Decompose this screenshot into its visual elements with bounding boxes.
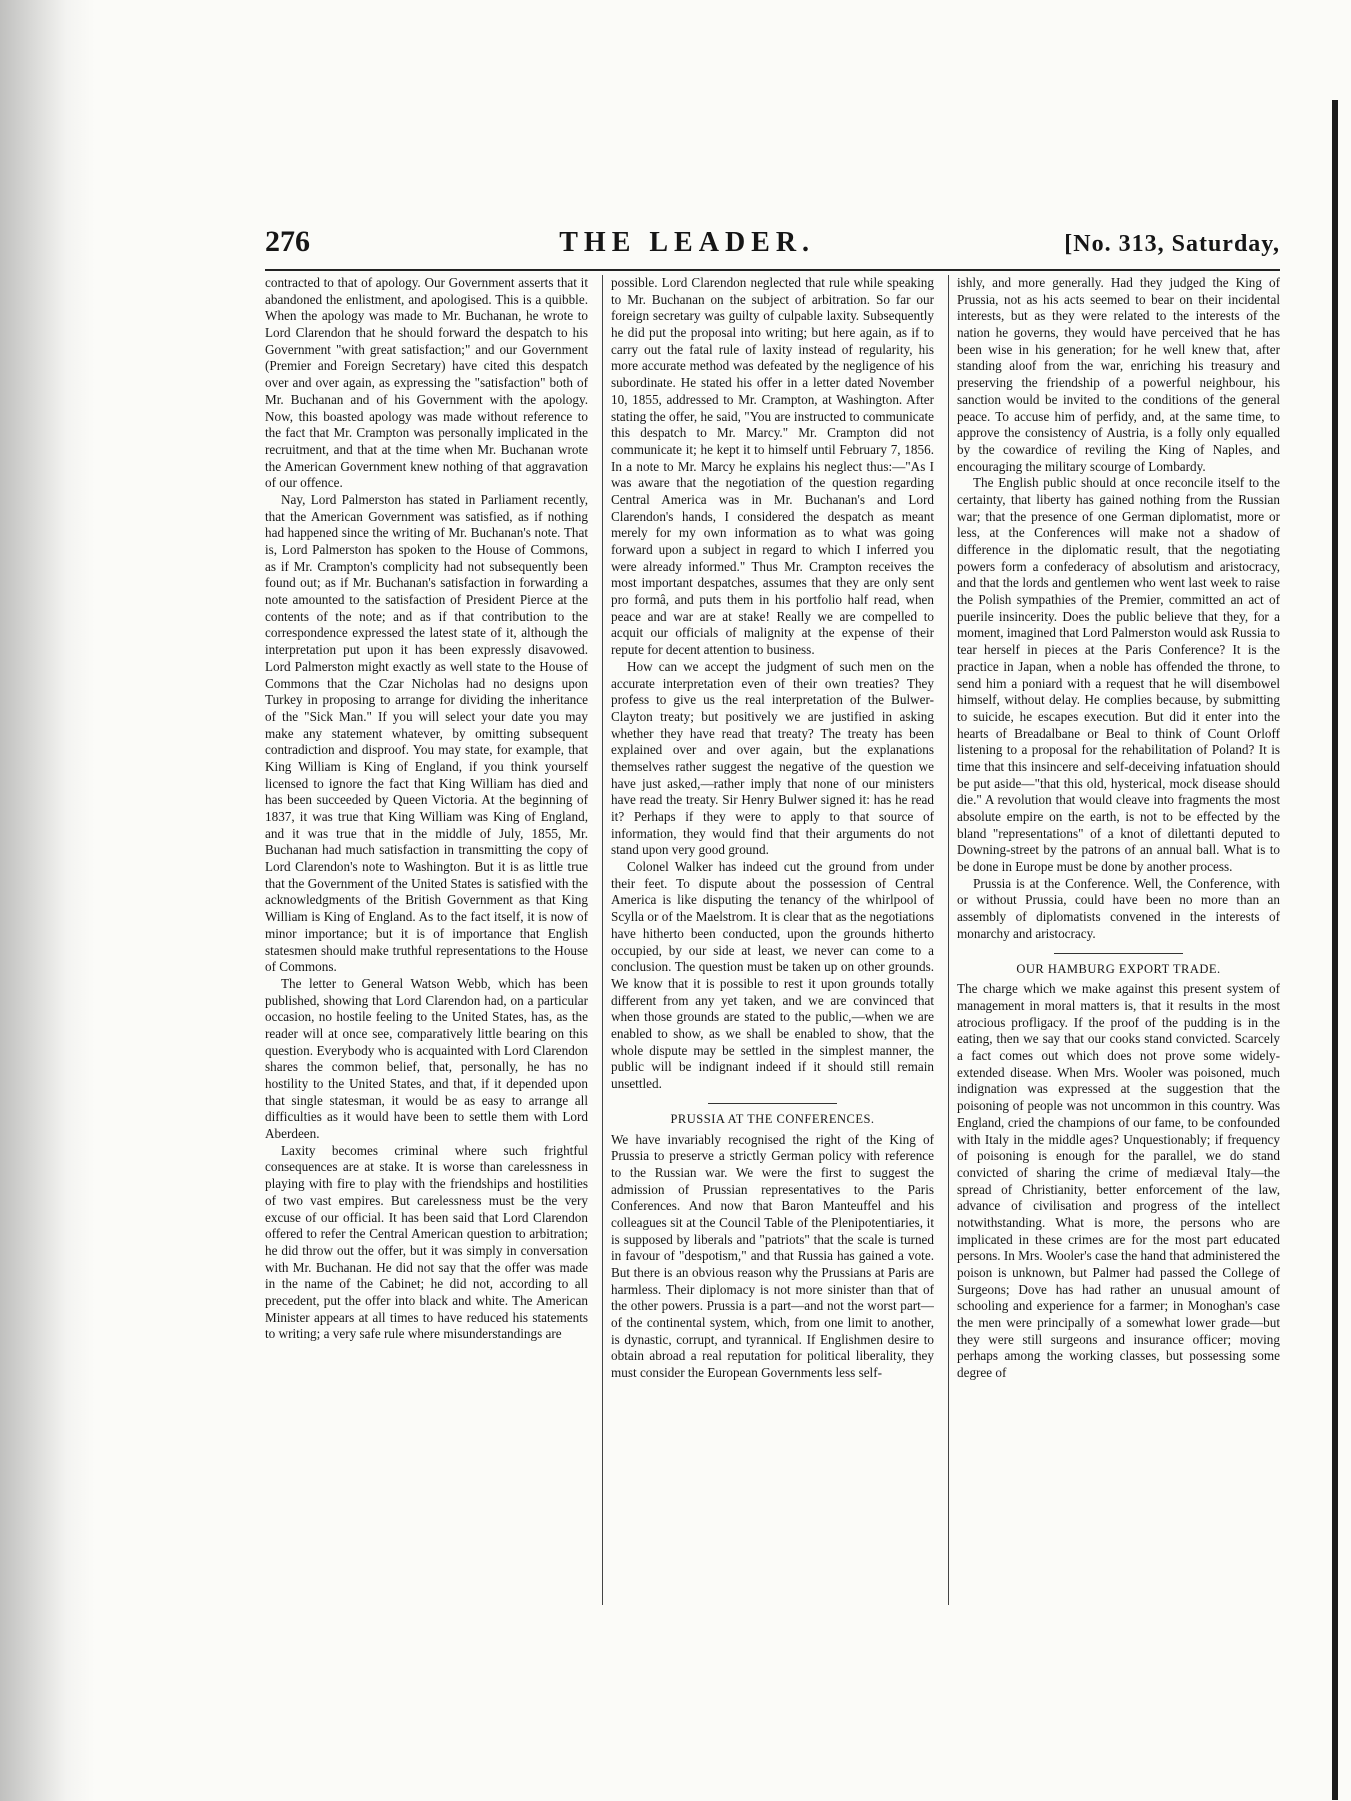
binding-shadow — [0, 0, 95, 1801]
column-1 — [265, 275, 588, 1605]
page-edge-bar — [1332, 100, 1338, 1800]
section-divider — [1054, 953, 1183, 954]
column-3 — [948, 275, 1280, 1605]
column-2 — [602, 275, 934, 1605]
paragraph: contracted to that of apology. Our Government asserts that it abandoned the enlistment, and apologised. This is a quibble. When the apology was made to Mr. Buchanan, he wrote to Lord Clarendon that he should forward the despatch to his Government "with great satisfaction;" and our Government (Premier and Foreign Secretary) have cited this despatch over and over again, as expressing the "satisfaction" both of Mr. Buchanan and of his Government with the apology. Now, this boasted apology was made without reference to the fact that Mr. Crampton was personally implicated in the recruitment, and that at the time when Mr. Buchanan wrote the American Government knew nothing of that aggravation of our offence. — [265, 275, 588, 491]
paragraph: possible. Lord Clarendon neglected that rule while speaking to Mr. Buchanan on the subject of arbitration. So far our foreign secretary was guilty of culpable laxity. Subsequently he did put the proposal into writing; but here again, as if to carry out the fatal rule of laxity instead of regularity, his more accurate method was defeated by the negligence of his subordinate. He stated his offer in a letter dated November 10, 1855, addressed to Mr. Crampton, at Washington. After stating the offer, he said, "You are instructed to communicate this despatch to Mr. Marcy." Mr. Crampton did not communicate it; he kept it to himself until February 7, 1856. In a note to Mr. Marcy he explains his neglect thus:—"As I was aware that the negotiation of the question regarding Central America was in Mr. Buchanan's and Lord Clarendon's hands, I considered the despatch as meant merely for my own information as to what was going forward upon a subject in regard to which I inferred you were already informed." Thus Mr. Crampton receives the most important despatches, assumes that they are only sent pro formâ, and puts them in his portfolio half read, when peace and war are at stake! Really we are compelled to acquit our officials of malignity at the expense of their repute for decent attention to business. — [611, 275, 934, 658]
paragraph: Prussia is at the Conference. Well, the Conference, with or without Prussia, could have been no more than an assembly of diplomatists convened in the interests of monarchy and aristocracy. — [957, 875, 1280, 941]
paragraph: How can we accept the judgment of such men on the accurate interpretation even of their own treaties? They profess to give us the real interpretation of the Bulwer-Clayton treaty; but positively we are justified in asking whether they have read that treaty? The treaty has been explained over and over again, but the explanations themselves rather suggest the negative of the question we have just asked,—rather imply that none of our ministers have read the treaty. Sir Henry Bulwer signed it: has he read it? Perhaps if they were to apply to that source of information, they would find that their arguments do not stand upon very good ground. — [611, 658, 934, 858]
issue-label: [No. 313, Saturday, — [1064, 231, 1280, 257]
section-title-hamburg: OUR HAMBURG EXPORT TRADE. — [1016, 961, 1221, 976]
section-title-prussia: PRUSSIA AT THE CONFERENCES. — [670, 1111, 875, 1126]
paragraph: Nay, Lord Palmerston has stated in Parliament recently, that the American Government was satisfied, as if nothing had happened since the writing of Mr. Buchanan's note. That is, Lord Palmerston has spoken to the House of Commons, as if Mr. Crampton's complicity had not subsequently been found out; as if Mr. Buchanan's satisfaction in forwarding a note amounted to the satisfaction of President Pierce at the contents of the note; and as if that contribution to the correspondence expressed the latest state of it, although the interpretation put upon it has been expressly disavowed. Lord Palmerston might exactly as well state to the House of Commons that the Czar Nicholas had no designs upon Turkey in proposing to arrange for dividing the inheritance of the "Sick Man." If you will select your date you may make any statement whatever, by omitting subsequent contradiction and disproof. You may state, for example, that King William is King of England, if you think yourself licensed to ignore the fact that King William has died and has been succeeded by Queen Victoria. At the beginning of 1837, it was true that King William was King of England, and it was true that in the middle of July, 1855, Mr. Buchanan had much satisfaction in transmitting the copy of Lord Clarendon's note to Washington. But it is as little true that the Government of the United States is satisfied with the acknowledgments of the British Government as that King William is King of England. As to the fact itself, it is now of minor importance; but it is of importance that English statesmen should make truthful representations to the House of Commons. — [265, 491, 588, 975]
masthead: THE LEADER. — [559, 227, 816, 258]
section-divider — [708, 1103, 837, 1104]
paragraph: The charge which we make against this present system of management in moral matters is, that it results in the most atrocious profligacy. If the proof of the pudding is in the eating, then we say that our cooks stand convicted. Scarcely a fact comes out which does not prove some widely-extended disease. When Mrs. Wooler was poisoned, much indignation was expressed at the suggestion that the poisoning of people was not uncommon in this country. Was England, cried the champions of our fame, to be confounded with Italy in the middle ages? Unquestionably; if frequency of poisoning is enough for the parallel, we do stand convicted of sharing the crime of mediæval Italy—the spread of Christianity, better enforcement of the law, advance of civilisation and progress of the intellect notwithstanding. What is more, the persons who are implicated in these crimes are for the most part educated persons. In Mrs. Wooler's case the hand that administered the poison is unknown, but Palmer had passed the College of Surgeons; Dove has had rather an unusual amount of schooling and experience for a farmer; in Monoghan's case the men were principally of a somewhat lower grade—but they were still surgeons and insurance officer; moving perhaps among the working classes, but possessing some degree of — [957, 981, 1280, 1381]
paragraph: The English public should at once reconcile itself to the certainty, that liberty has gained nothing from the Russian war; that the presence of one German diplomatist, more or less, at the Conferences will make not a shadow of difference in the diplomatic result, that the negotiating powers form a confederacy of absolutism and aristocracy, and that the lords and gentlemen who went last week to raise the Polish sympathies of the Premier, committed an act of puerile insincerity. Does the public believe that they, for a moment, imagined that Lord Palmerston would ask Russia to tear herself in pieces at the Paris Conference? It is the practice in Japan, when a noble has offended the throne, to send him a poniard with a request that he will disembowel himself, without delay. He complies because, by submitting to suicide, he escapes execution. But did it enter into the hearts of Breadalbane or Beal to think of Count Orloff listening to a proposal for the rehabilitation of Poland? It is time that this insincere and self-deceiving infatuation should be put aside—"that this old, hysterical, mock disease should die." A revolution that would cleave into fragments the most absolute empire on the earth, is not to be effected by the bland "representations" of a knot of dilettanti deputed to Downing-street by the patrons of an annual ball. What is to be done in Europe must be done by another process. — [957, 475, 1280, 875]
paragraph: Laxity becomes criminal where such frightful consequences are at stake. It is worse than carelessness in playing with fire to play with the friendships and hostilities of two vast empires. But carelessness must be the very excuse of our official. It has been said that Lord Clarendon offered to refer the Central American question to arbitration; he did throw out the offer, but it was simply in conversation with Mr. Buchanan. He did not say that the offer was made in the name of the Cabinet; he did not, according to all precedent, put the offer into black and white. The American Minister appears at all times to have reduced his statements to writing; a very safe rule where misunderstandings are — [265, 1142, 588, 1342]
page-number: 276 — [265, 225, 310, 258]
paragraph: Colonel Walker has indeed cut the ground from under their feet. To dispute about the possession of Central America is like disputing the tenancy of the whirlpool of Scylla or of the Maelstrom. It is clear that as the negotiations have hitherto been conducted, upon the grounds hitherto occupied, by our side at least, we never can come to a conclusion. The question must be taken up on other grounds. We know that it is possible to rest it upon grounds totally different from any yet taken, and we are convinced that when those grounds are stated to the public,—when we are enabled to show, as we shall be enabled to show, that the whole dispute may be settled in the simplest manner, the public will be indignant indeed if it should still remain unsettled. — [611, 859, 934, 1091]
paragraph: ishly, and more generally. Had they judged the King of Prussia, not as his acts seemed to bear on their incidental interests, but as they were related to the interests of the nation he governs, they would have perceived that he has been wise in his generation; for he well knew that, after standing aloof from the war, enriching his treasury and preserving the friendship of a powerful neighbour, his sanction would be invited to the conditions of the general peace. To accuse him of perfidy, and, at the same time, to approve the consistency of Austria, is a folly only equalled by the cowardice of reviling the King of Naples, and encouraging the military scourge of Lombardy. — [957, 275, 1280, 474]
paragraph: The letter to General Watson Webb, which has been published, showing that Lord Clarendon had, on a particular occasion, no hostile feeling to the United States, has, as the reader will at once see, comparatively little bearing on this question. Everybody who is acquainted with Lord Clarendon shares the common belief, that, personally, he has no hostility to the United States, and that, if it depended upon that single statesman, it would be as easy to arrange all difficulties as it would have been to settle them with Lord Aberdeen. — [265, 975, 588, 1142]
page-header — [265, 225, 1280, 271]
article-columns — [265, 275, 1280, 1605]
paragraph: We have invariably recognised the right of the King of Prussia to preserve a strictly German policy with reference to the Russian war. We were the first to suggest the admission of Prussian representatives to the Paris Conferences. And now that Baron Manteuffel and his colleagues sit at the Council Table of the Plenipotentiaries, it is supposed by liberals and "patriots" that the scale is turned in favour of "despotism," and that Russia has gained a vote. But there is an obvious reason why the Prussians at Paris are harmless. Their diplomacy is not more sinister than that of the other powers. Prussia is a part—and not the worst part—of the continental system, which, from one limit to another, is dynastic, corrupt, and tyrannical. If Englishmen desire to obtain abroad a real reputation for political liberality, they must consider the European Governments less self- — [611, 1131, 934, 1381]
